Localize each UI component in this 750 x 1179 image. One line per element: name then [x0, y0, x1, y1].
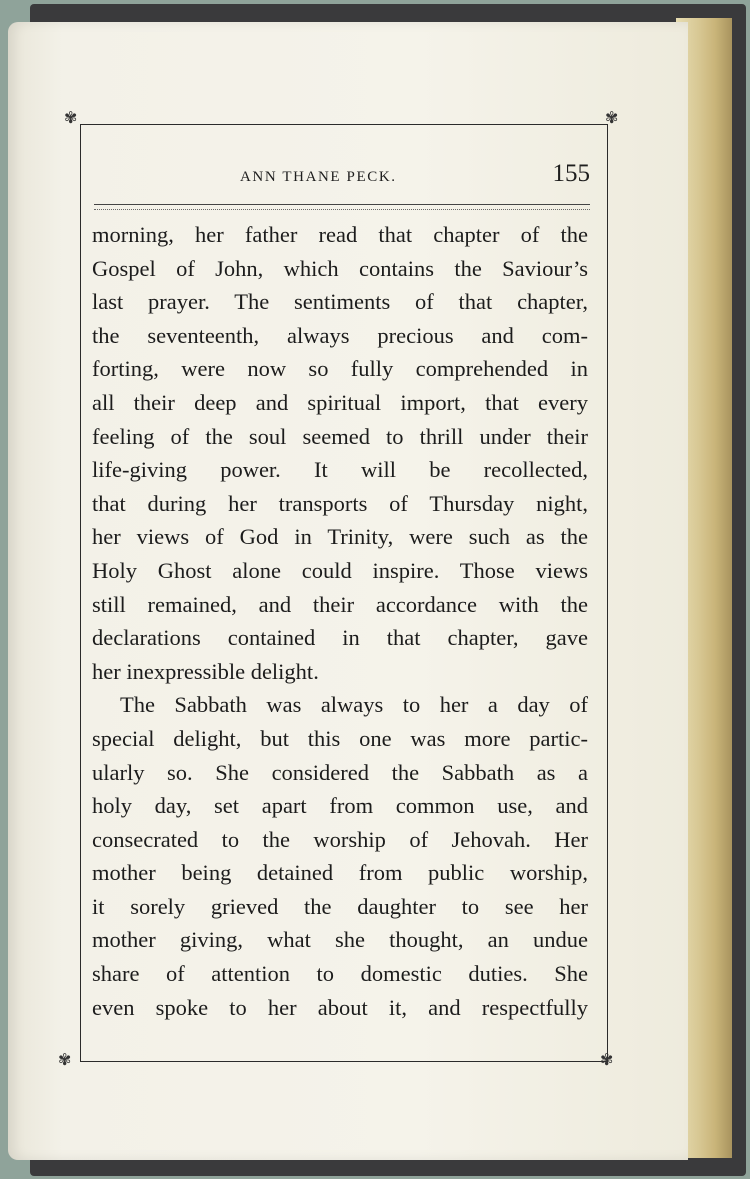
page-number: 155: [552, 160, 590, 187]
text-line: her views of God in Trinity, were such as the: [92, 524, 588, 550]
text-line: that during her transports of Thursday night,: [92, 490, 588, 516]
floral-corner-icon: ✾: [600, 1050, 614, 1069]
floral-corner-icon: ✾: [64, 108, 78, 127]
text-line: her inexpressible delight.: [92, 658, 319, 684]
text-line: still remained, and their accordance with the: [92, 591, 588, 617]
body-text: [92, 218, 588, 1024]
text-line: forting, were now so fully comprehended in: [92, 356, 588, 382]
text-line: ularly so. She considered the Sabbath as a: [92, 759, 588, 785]
text-line: consecrated to the worship of Jehovah. Her: [92, 826, 588, 852]
text-line: even spoke to her about it, and respectfully: [92, 994, 588, 1020]
text-line: mother giving, what she thought, an undue: [92, 927, 588, 953]
text-line: Gospel of John, which contains the Saviour’s: [92, 255, 588, 281]
text-line: mother being detained from public worship,: [92, 860, 588, 886]
text-line: all their deep and spiritual import, that every: [92, 389, 588, 415]
text-line: holy day, set apart from common use, and: [92, 793, 588, 819]
floral-corner-icon: ✾: [58, 1050, 72, 1069]
text-line: feeling of the soul seemed to thrill under their: [92, 423, 588, 449]
text-line: special delight, but this one was more partic-: [92, 725, 588, 751]
text-line: The Sabbath was always to her a day of: [120, 692, 588, 718]
text-line: the seventeenth, always precious and com-: [92, 322, 588, 348]
floral-corner-icon: ✾: [605, 108, 619, 127]
running-head: ANN THANE PECK.: [240, 169, 397, 185]
text-line: life-giving power. It will be recollected,: [92, 457, 588, 483]
text-line: declarations contained in that chapter, gave: [92, 625, 588, 651]
text-line: morning, her father read that chapter of the: [92, 222, 588, 247]
text-line: last prayer. The sentiments of that chapter,: [92, 289, 588, 315]
text-line: it sorely grieved the daughter to see her: [92, 893, 588, 919]
header-rule: [94, 204, 590, 210]
text-line: share of attention to domestic duties. She: [92, 961, 588, 987]
page-header: [94, 160, 590, 194]
text-line: Holy Ghost alone could inspire. Those views: [92, 557, 588, 583]
